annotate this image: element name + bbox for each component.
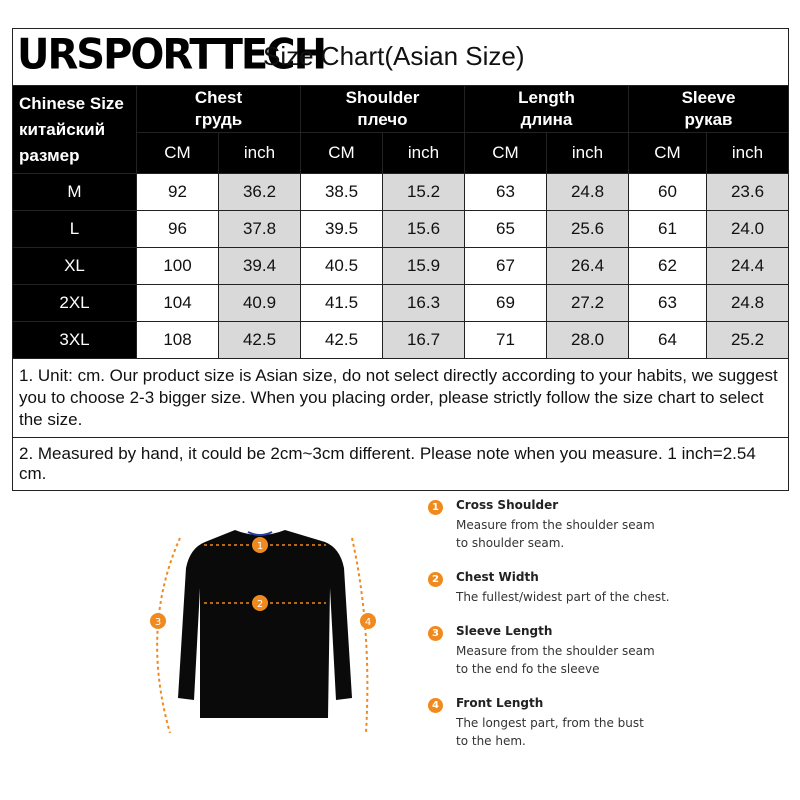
number-3-icon: 3 bbox=[428, 626, 443, 641]
inch-value: 28.0 bbox=[547, 322, 629, 359]
legend-item bbox=[428, 498, 788, 552]
cm-value: 64 bbox=[629, 322, 707, 359]
group-length: Length длина bbox=[465, 86, 629, 133]
size-label: 2XL bbox=[13, 285, 137, 322]
group-shoulder: Shoulder плечо bbox=[301, 86, 465, 133]
legend-title: Front Length bbox=[456, 696, 544, 710]
size-label: 3XL bbox=[13, 322, 137, 359]
legend-title: Sleeve Length bbox=[456, 624, 553, 638]
cm-value: 69 bbox=[465, 285, 547, 322]
sweater-illustration bbox=[140, 518, 390, 758]
inch-value: 42.5 bbox=[219, 322, 301, 359]
unit-cm: CM bbox=[465, 133, 547, 174]
cm-value: 42.5 bbox=[301, 322, 383, 359]
legend-item bbox=[428, 624, 788, 678]
cm-value: 63 bbox=[465, 174, 547, 211]
legend-desc: Measure from the shoulder seam to shoulder seam. bbox=[456, 518, 655, 550]
sleeve-length-arc bbox=[154, 538, 180, 733]
inch-value: 16.7 bbox=[383, 322, 465, 359]
note-2: 2. Measured by hand, it could be 2cm~3cm different. Please note when you measure. 1 inch=2.54 cm. bbox=[13, 438, 789, 491]
inch-value: 24.4 bbox=[707, 248, 789, 285]
group-chest: Chest грудь bbox=[137, 86, 301, 133]
unit-cm: CM bbox=[629, 133, 707, 174]
unit-inch: inch bbox=[383, 133, 465, 174]
inch-value: 16.3 bbox=[383, 285, 465, 322]
inch-value: 23.6 bbox=[707, 174, 789, 211]
legend-title: Cross Shoulder bbox=[456, 498, 559, 512]
title-cell bbox=[13, 29, 789, 86]
unit-inch: inch bbox=[219, 133, 301, 174]
cm-value: 100 bbox=[137, 248, 219, 285]
cm-value: 41.5 bbox=[301, 285, 383, 322]
inch-value: 25.2 bbox=[707, 322, 789, 359]
table-row bbox=[13, 285, 789, 322]
front-length-arc bbox=[352, 538, 367, 733]
unit-cm: CM bbox=[301, 133, 383, 174]
inch-value: 36.2 bbox=[219, 174, 301, 211]
cm-value: 67 bbox=[465, 248, 547, 285]
number-2-icon: 2 bbox=[428, 572, 443, 587]
svg-text:2: 2 bbox=[256, 599, 264, 610]
table-row bbox=[13, 248, 789, 285]
legend-desc: Measure from the shoulder seam to the end fo the sleeve bbox=[456, 644, 655, 676]
page-title: Size Chart(Asian Size) bbox=[263, 41, 525, 71]
cm-value: 61 bbox=[629, 211, 707, 248]
inch-value: 24.0 bbox=[707, 211, 789, 248]
cm-value: 38.5 bbox=[301, 174, 383, 211]
svg-text:1: 1 bbox=[256, 541, 264, 552]
measure-legend bbox=[428, 498, 788, 768]
cm-value: 96 bbox=[137, 211, 219, 248]
inch-value: 37.8 bbox=[219, 211, 301, 248]
size-header: Chinese Size китайский размер bbox=[13, 86, 137, 174]
legend-desc: The longest part, from the bust to the hem. bbox=[456, 716, 644, 748]
cm-value: 60 bbox=[629, 174, 707, 211]
brand-logo: URSPORTTECH bbox=[17, 30, 326, 80]
inch-value: 26.4 bbox=[547, 248, 629, 285]
size-label: M bbox=[13, 174, 137, 211]
sweater-icon bbox=[178, 530, 352, 718]
cm-value: 39.5 bbox=[301, 211, 383, 248]
size-chart bbox=[12, 28, 788, 491]
inch-value: 24.8 bbox=[707, 285, 789, 322]
size-table bbox=[12, 28, 789, 491]
cm-value: 40.5 bbox=[301, 248, 383, 285]
table-row bbox=[13, 174, 789, 211]
cm-value: 65 bbox=[465, 211, 547, 248]
inch-value: 24.8 bbox=[547, 174, 629, 211]
cm-value: 92 bbox=[137, 174, 219, 211]
size-label: XL bbox=[13, 248, 137, 285]
inch-value: 27.2 bbox=[547, 285, 629, 322]
cm-value: 63 bbox=[629, 285, 707, 322]
cm-value: 104 bbox=[137, 285, 219, 322]
inch-value: 40.9 bbox=[219, 285, 301, 322]
legend-desc: The fullest/widest part of the chest. bbox=[456, 590, 670, 604]
inch-value: 39.4 bbox=[219, 248, 301, 285]
size-label: L bbox=[13, 211, 137, 248]
svg-text:4: 4 bbox=[364, 617, 372, 628]
table-row bbox=[13, 322, 789, 359]
note-1: 1. Unit: cm. Our product size is Asian size, do not select directly according to your habits, we suggest you to choose 2-3 bigger size. When you placing order, please strictly follow the size chart to select the size. bbox=[13, 359, 789, 438]
legend-item bbox=[428, 696, 788, 750]
unit-cm: CM bbox=[137, 133, 219, 174]
inch-value: 15.2 bbox=[383, 174, 465, 211]
table-row bbox=[13, 211, 789, 248]
legend-title: Chest Width bbox=[456, 570, 539, 584]
cm-value: 71 bbox=[465, 322, 547, 359]
svg-text:3: 3 bbox=[154, 617, 162, 628]
cm-value: 62 bbox=[629, 248, 707, 285]
number-1-icon: 1 bbox=[428, 500, 443, 515]
number-4-icon: 4 bbox=[428, 698, 443, 713]
inch-value: 25.6 bbox=[547, 211, 629, 248]
unit-inch: inch bbox=[547, 133, 629, 174]
inch-value: 15.9 bbox=[383, 248, 465, 285]
unit-inch: inch bbox=[707, 133, 789, 174]
inch-value: 15.6 bbox=[383, 211, 465, 248]
group-sleeve: Sleeve рукав bbox=[629, 86, 789, 133]
legend-item bbox=[428, 570, 788, 606]
cm-value: 108 bbox=[137, 322, 219, 359]
